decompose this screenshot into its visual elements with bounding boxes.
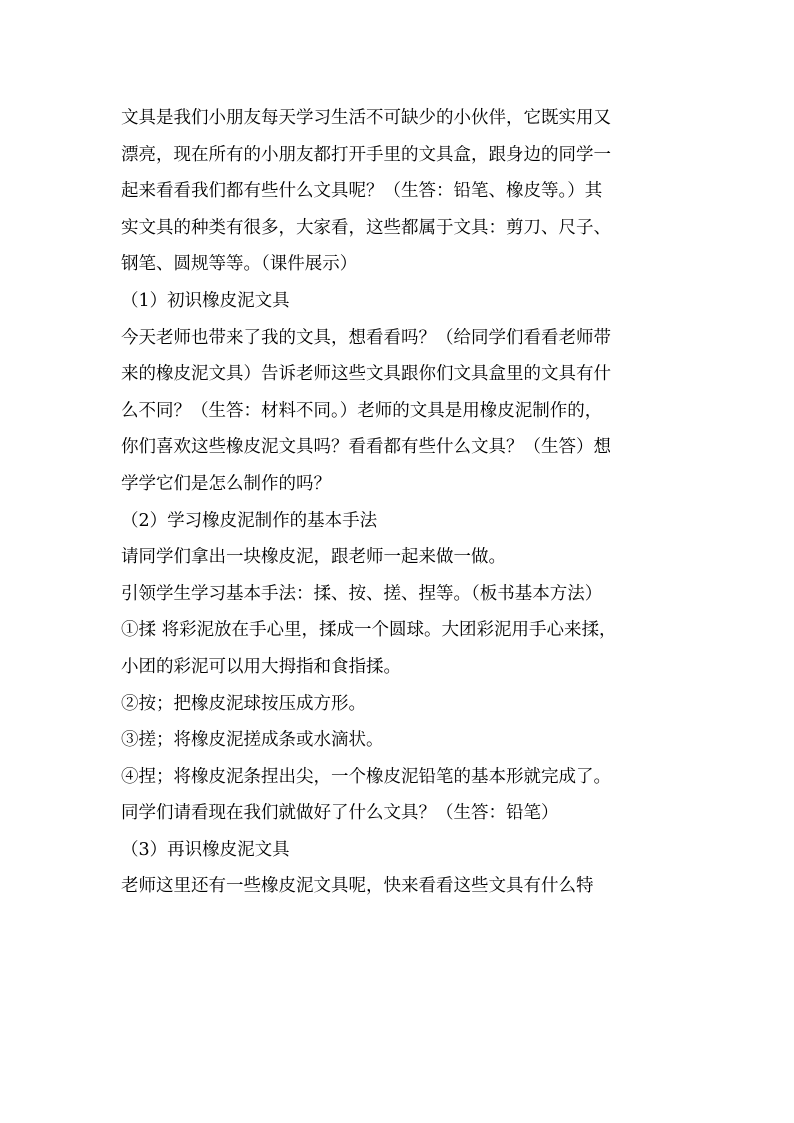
step-item: ④捏；将橡皮泥条捏出尖，一个橡皮泥铅笔的基本形就完成了。 [121,766,611,787]
paragraph-line: 漂亮，现在所有的小朋友都打开手里的文具盒，跟身边的同学一 [121,144,611,165]
section-heading: （2）学习橡皮泥制作的基本手法 [121,510,378,531]
step-item: ①揉 将彩泥放在手心里，揉成一个圆球。大团彩泥用手心来揉， [121,620,617,641]
paragraph-line: 文具是我们小朋友每天学习生活不可缺少的小伙伴，它既实用又 [121,108,611,128]
step-item: ③搓；将橡皮泥搓成条或水滴状。 [121,730,384,751]
paragraph-line: 你们喜欢这些橡皮泥文具吗？看看都有些什么文具？（生答）想 [121,437,611,458]
paragraph-line: 起来看看我们都有些什么文具呢？（生答：铅笔、橡皮等。）其 [121,181,603,202]
paragraph-line: 引领学生学习基本手法：揉、按、搓、捏等。（板书基本方法） [121,583,603,604]
paragraph-line: 同学们请看现在我们就做好了什么文具？（生答：铅笔） [121,803,559,824]
paragraph-line: 来的橡皮泥文具）告诉老师这些文具跟你们文具盒里的文具有什 [121,364,611,385]
paragraph-line: 今天老师也带来了我的文具，想看看吗？（给同学们看看老师带 [121,327,611,348]
paragraph-line: 实文具的种类有很多，大家看，这些都属于文具：剪刀、尺子、 [121,217,611,238]
document-body [121,100,673,905]
paragraph-line: 么不同？（生答：材料不同。）老师的文具是用橡皮泥制作的， [121,400,603,421]
section-heading: （3）再识橡皮泥文具 [121,839,290,860]
paragraph-line: 请同学们拿出一块橡皮泥，跟老师一起来做一做。 [121,547,506,568]
section-heading: （1）初识橡皮泥文具 [121,290,290,311]
paragraph-line: 钢笔、圆规等等。（课件展示） [121,254,358,275]
paragraph-line: 老师这里还有一些橡皮泥文具呢，快来看看这些文具有什么特 [121,876,594,897]
paragraph-line: 学学它们是怎么制作的吗？ [121,473,331,494]
step-item: ②按；把橡皮泥球按压成方形。 [121,693,366,714]
paragraph-line: 小团的彩泥可以用大拇指和食指揉。 [121,656,401,677]
